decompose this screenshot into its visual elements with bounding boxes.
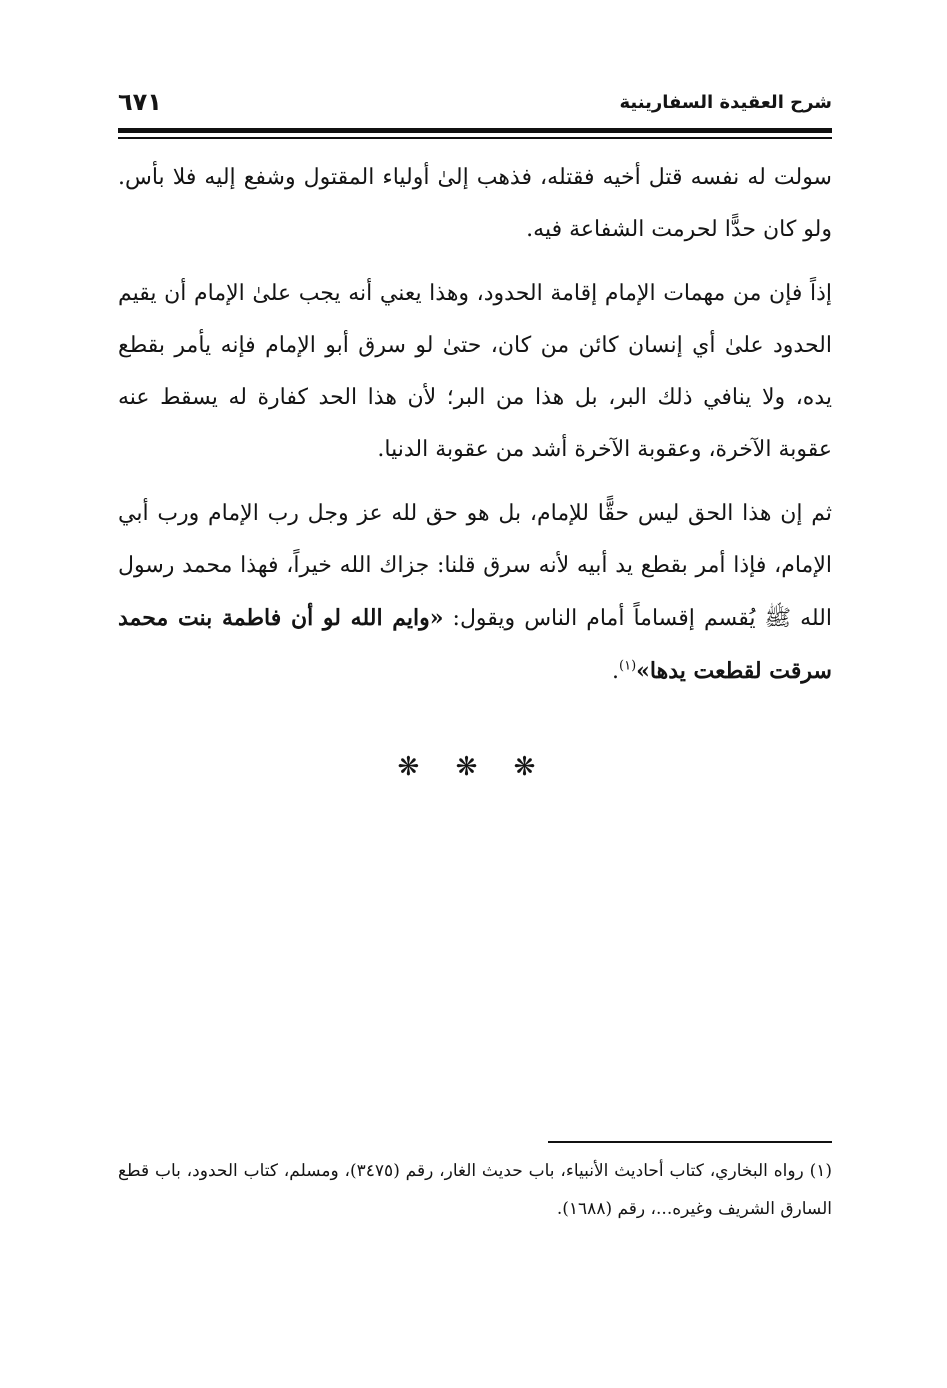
running-title: شرح العقيدة السفارينية xyxy=(619,92,832,113)
footnote-marker: (١) xyxy=(619,658,637,674)
header-rule-thick xyxy=(118,128,832,133)
footnote: (١) رواه البخاري، كتاب أحاديث الأنبياء، باب حديث الغار، رقم (٣٤٧٥)، ومسلم، كتاب الحدود، باب قطع السارق الشريف وغيره...، رقم (١٦٨٨). xyxy=(118,1161,832,1219)
paragraph-3-end: . xyxy=(612,659,620,684)
page-number: ٦٧١ xyxy=(118,88,162,116)
paragraph-1: سولت له نفسه قتل أخيه فقتله، فذهب إلىٰ أولياء المقتول وشفع إليه فلا بأس. ولو كان حدًّا لحرمت الشفاعة فيه. xyxy=(118,165,832,242)
footnote-rule xyxy=(548,1141,832,1143)
hadith-quote: «وايم الله لو أن فاطمة بنت محمد سرقت لقطعت يدها» xyxy=(118,605,832,684)
paragraph-3-text: ثم إن هذا الحق ليس حقًّا للإمام، بل هو حق لله عز وجل رب الإمام ورب أبي الإمام، فإذا أمر بقطع يد أبيه لأنه سرق قلنا: جزاك الله خيراً، فهذا محمد رسول الله ﷺ يُقسم إقساماً أمام الناس ويقول: xyxy=(118,501,832,631)
page-header xyxy=(118,88,832,128)
section-separator: ❋ ❋ ❋ xyxy=(397,752,550,782)
body-text xyxy=(118,152,832,710)
header-rule-thin xyxy=(118,137,832,139)
paragraph-3 xyxy=(118,488,832,698)
paragraph-2: إذاً فإن من مهمات الإمام إقامة الحدود، وهذا يعني أنه يجب علىٰ الإمام أن يقيم الحدود علىٰ أي إنسان كائن من كان، حتىٰ لو سرق أبو الإمام فإنه يأمر بقطع يده، ولا ينافي ذلك البر، بل هذا من البر؛ لأن هذا الحد كفارة له يسقط عنه عقوبة الآخرة، وعقوبة الآخرة أشد من عقوبة الدنيا. xyxy=(118,281,832,462)
